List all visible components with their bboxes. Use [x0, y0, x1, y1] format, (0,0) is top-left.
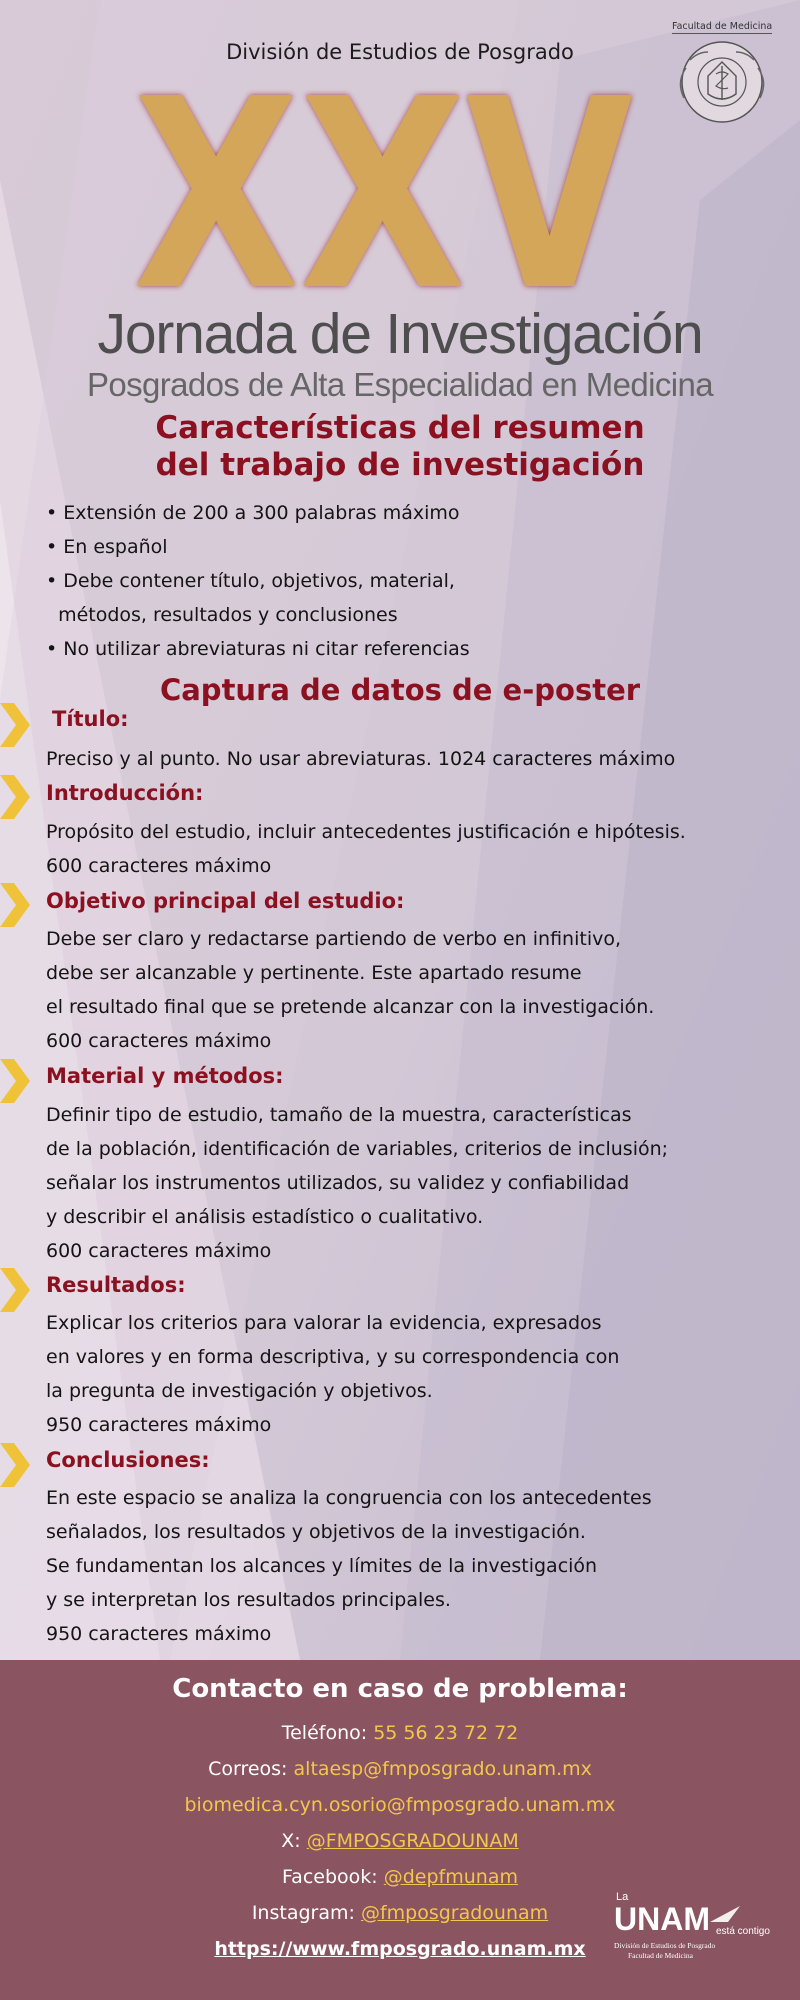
list-item: • Extensión de 200 a 300 palabras máximo [46, 502, 460, 524]
email-link[interactable]: biomedica.cyn.osorio@fmposgrado.unam.mx [184, 1794, 616, 1816]
website-link[interactable]: https://www.fmposgrado.unam.mx [214, 1938, 586, 1960]
contact-instagram: Instagram: @fmposgradounam [251, 1902, 549, 1924]
section-body-objetivo: Debe ser claro y redactarse partiendo de verbo en infinitivo, debe ser alcanzable y pertinente. Este apartado resume el resultado final que se pretende alcanzar con la investigación. 600 caracteres máximo [46, 928, 655, 1052]
unam-logo [610, 1886, 790, 1966]
svg-text:Facultad de Medicina: Facultad de Medicina [628, 1951, 693, 1960]
x-link[interactable]: @FMPOSGRADOUNAM [306, 1830, 519, 1852]
svg-text:La: La [616, 1891, 629, 1903]
section-title-objetivo: Objetivo principal del estudio: [46, 889, 405, 913]
list-item: • Debe contener título, objetivos, material, [46, 570, 455, 592]
list-item: • No utilizar abreviaturas ni citar referencias [46, 638, 470, 660]
section-body-material: Definir tipo de estudio, tamaño de la muestra, características de la población, identificación de variables, criterios de inclusión; señalar los instrumentos utilizados, su validez y confiabilidad y describir el análisis estadístico o cualitativo. 600 caracteres máximo [46, 1104, 669, 1262]
section-title-resultados: Resultados: [46, 1273, 186, 1297]
section-body-conclusiones: En este espacio se analiza la congruencia con los antecedentes señalados, los resultados y objetivos de la investigación. Se fundamentan los alcances y límites de la investigación y se interpretan los resultados principales. 950 caracteres máximo [46, 1487, 652, 1645]
svg-text:UNAM: UNAM [614, 1901, 710, 1937]
list-item: • En español [46, 536, 168, 558]
section-title-introduccion: Introducción: [46, 781, 204, 805]
chevron-icon [0, 883, 32, 927]
resumen-list [46, 496, 470, 666]
section-title-material: Material y métodos: [46, 1064, 284, 1088]
svg-text:División de Estudios de Posgra: División de Estudios de Posgrado [614, 1941, 716, 1950]
faculty-label: Facultad de Medicina [672, 21, 773, 32]
section-title-conclusiones: Conclusiones: [46, 1448, 210, 1472]
event-subtitle: Posgrados de Alta Especialidad en Medicina [86, 366, 714, 403]
edition-xxv: XXV [133, 78, 635, 298]
instagram-link[interactable]: @fmposgradounam [360, 1902, 549, 1924]
contact-facebook: Facebook: @depfmunam [282, 1866, 518, 1888]
contact-email-2 [0, 1794, 800, 1816]
event-title: Jornada de Investigación [97, 302, 703, 366]
chevron-icon [0, 775, 32, 819]
resumen-heading: Características del resumen del trabajo de investigación [155, 410, 645, 484]
captura-heading: Captura de datos de e-poster [159, 673, 641, 707]
chevron-icon [0, 1443, 32, 1487]
email-link[interactable]: altaesp@fmposgrado.unam.mx [293, 1758, 592, 1780]
chevron-icon [0, 703, 32, 747]
section-body-resultados: Explicar los criterios para valorar la evidencia, expresados en valores y en forma descriptiva, y su correspondencia con la pregunta de investigación y objetivos. 950 caracteres máximo [46, 1312, 620, 1436]
chevron-icon [0, 1268, 32, 1312]
contact-heading: Contacto en caso de problema: [172, 1674, 628, 1704]
division-title: División de Estudios de Posgrado [226, 40, 574, 64]
section-body-introduccion: Propósito del estudio, incluir antecedentes justificación e hipótesis. 600 caracteres máximo [46, 821, 686, 877]
contact-emails: Correos: altaesp@fmposgrado.unam.mx [208, 1758, 592, 1780]
svg-text:está contigo: está contigo [716, 1926, 770, 1937]
contact-phone: Teléfono: 55 56 23 72 72 [281, 1722, 519, 1744]
section-body-titulo: Preciso y al punto. No usar abreviaturas. 1024 caracteres máximo [46, 748, 676, 770]
section-title-titulo: Título: [52, 707, 129, 731]
contact-x: X: @FMPOSGRADOUNAM [281, 1830, 519, 1852]
facebook-link[interactable]: @depfmunam [383, 1866, 518, 1888]
phone-number[interactable]: 55 56 23 72 72 [373, 1722, 519, 1744]
chevron-icon [0, 1059, 32, 1103]
list-item: métodos, resultados y conclusiones [46, 604, 398, 626]
edition-xxv-graphic [128, 78, 638, 298]
faculty-seal-logo [672, 38, 772, 126]
